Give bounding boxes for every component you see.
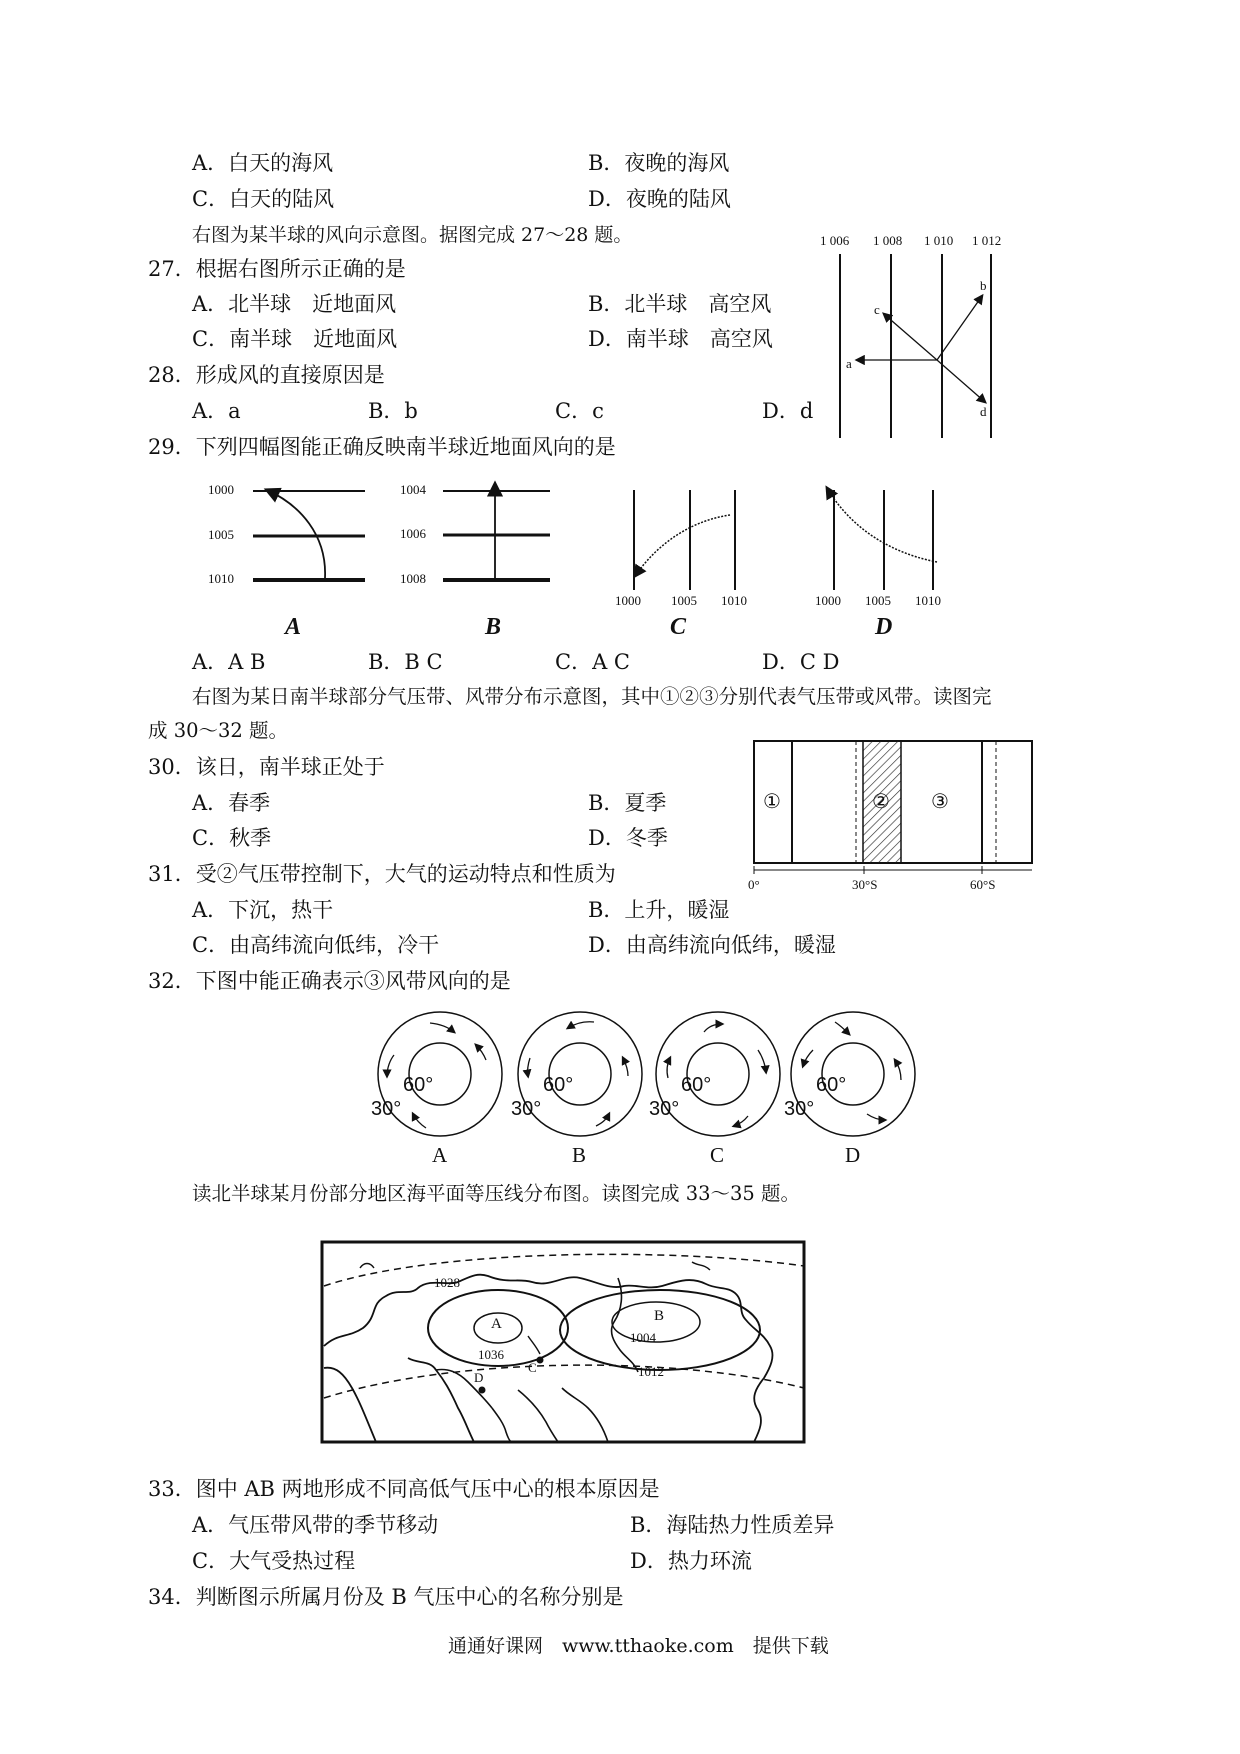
circle-outer-label: 30° bbox=[649, 1098, 680, 1120]
q30-option-d: D．冬季 bbox=[588, 826, 668, 850]
point-d bbox=[479, 1387, 486, 1394]
q33-option-d: D．热力环流 bbox=[630, 1549, 752, 1573]
circle-label-d: D bbox=[845, 1143, 861, 1167]
q26-option-d: D．夜晚的陆风 bbox=[588, 187, 731, 211]
isobar-label: 1000 bbox=[208, 482, 234, 497]
circle-outer-label: 30° bbox=[511, 1098, 542, 1120]
circle-label-c: C bbox=[710, 1143, 725, 1167]
circle-outer-label: 30° bbox=[784, 1098, 815, 1120]
fig29-label-b: B bbox=[485, 614, 502, 640]
isobar-label: 1008 bbox=[400, 571, 426, 586]
q31-option-d: D．由高纬流向低纬，暖湿 bbox=[588, 933, 836, 957]
fig32-circle-b bbox=[510, 1010, 650, 1170]
circle-inner-label: 60° bbox=[403, 1074, 434, 1096]
q27-option-c: C．南半球 近地面风 bbox=[192, 327, 398, 351]
isobar-label-1012: 1 012 bbox=[972, 233, 1002, 248]
fig29-c bbox=[605, 480, 775, 640]
q33-option-b: B．海陆热力性质差异 bbox=[630, 1513, 835, 1537]
map-label-1012: 1012 bbox=[638, 1364, 664, 1379]
q30-option-b: B．夏季 bbox=[588, 791, 667, 815]
q30-option-a: A．春季 bbox=[192, 791, 271, 815]
isobar-label: 1004 bbox=[400, 482, 426, 497]
q31-option-c: C．由高纬流向低纬，冷干 bbox=[192, 933, 440, 957]
q33-stem: 33．图中 AB 两地形成不同高低气压中心的根本原因是 bbox=[148, 1477, 660, 1501]
circle-label-a: A bbox=[432, 1143, 448, 1167]
circle-inner-label: 60° bbox=[681, 1074, 712, 1096]
map-label-d: D bbox=[474, 1370, 484, 1385]
wind-arrow bbox=[635, 515, 730, 576]
page-footer: 通通好课网 www.tthaoke.com 提供下载 bbox=[448, 1635, 829, 1657]
isobar-label: 1006 bbox=[400, 526, 426, 541]
isobar-label: 1005 bbox=[671, 593, 697, 608]
q27-option-a: A．北半球 近地面风 bbox=[192, 292, 397, 316]
q26-option-b: B．夜晚的海风 bbox=[588, 151, 730, 175]
fig29-d bbox=[805, 480, 975, 640]
fig29-label-a: A bbox=[285, 614, 302, 640]
intro-33-35: 读北半球某月份部分地区海平面等压线分布图。读图完成 33～35 题。 bbox=[192, 1182, 801, 1205]
pressure-belt-figure bbox=[748, 738, 1038, 898]
q31-option-b: B．上升，暖湿 bbox=[588, 898, 730, 922]
isobar-label-1006: 1 006 bbox=[820, 233, 850, 248]
map-label-a: A bbox=[491, 1316, 502, 1332]
isobar-label-1008: 1 008 bbox=[873, 233, 903, 248]
isobar-label: 1010 bbox=[915, 593, 941, 608]
q26-option-a: A．白天的海风 bbox=[192, 151, 334, 175]
circle-label-b: B bbox=[572, 1143, 587, 1167]
q27-option-d: D．南半球 高空风 bbox=[588, 327, 773, 351]
q27-stem: 27．根据右图所示正确的是 bbox=[148, 257, 406, 281]
q32-stem: 32．下图中能正确表示③风带风向的是 bbox=[148, 969, 511, 993]
fig29-label-d: D bbox=[875, 614, 893, 640]
q28-option-d: D．d bbox=[762, 399, 814, 423]
isobar-label: 1005 bbox=[208, 527, 234, 542]
map-label-b: B bbox=[654, 1308, 665, 1324]
q30-option-c: C．秋季 bbox=[192, 826, 272, 850]
isobar-label: 1000 bbox=[815, 593, 841, 608]
circle-inner-label: 60° bbox=[816, 1074, 847, 1096]
arrow-label-b: b bbox=[980, 278, 987, 293]
q29-option-b: B．B C bbox=[368, 650, 443, 674]
q29-option-a: A．A B bbox=[192, 650, 266, 674]
arrow-label-a: a bbox=[846, 356, 852, 371]
zone-2-label: ② bbox=[872, 789, 890, 813]
q28-option-b: B．b bbox=[368, 399, 418, 423]
q29-option-d: D．C D bbox=[762, 650, 840, 674]
map-label-1028: 1028 bbox=[434, 1275, 460, 1290]
arrow-b bbox=[937, 296, 982, 360]
fig32-circle-d bbox=[783, 1010, 923, 1170]
isobar-label: 1010 bbox=[721, 593, 747, 608]
intro-27-28: 右图为某半球的风向示意图。据图完成 27～28 题。 bbox=[192, 224, 633, 246]
q34-stem: 34．判断图示所属月份及 B 气压中心的名称分别是 bbox=[148, 1585, 624, 1609]
q28-stem: 28．形成风的直接原因是 bbox=[148, 363, 385, 387]
arrow-label-c: c bbox=[874, 302, 880, 317]
q31-stem: 31．受②气压带控制下，大气的运动特点和性质为 bbox=[148, 862, 616, 886]
fig29-label-c: C bbox=[670, 614, 687, 640]
arrow-label-d: d bbox=[980, 404, 987, 419]
wind-arrow bbox=[267, 490, 325, 578]
fig32-circle-c bbox=[648, 1010, 788, 1170]
q28-option-a: A．a bbox=[192, 399, 241, 423]
zone-3-label: ③ bbox=[931, 789, 949, 813]
wind-arrow bbox=[827, 488, 937, 562]
isobar-map bbox=[318, 1238, 810, 1448]
isobar-label: 1010 bbox=[208, 571, 234, 586]
isobar-label-1010: 1 010 bbox=[924, 233, 954, 248]
q28-option-c: C．c bbox=[555, 399, 604, 423]
circle-inner-label: 60° bbox=[543, 1074, 574, 1096]
isobar-label: 1000 bbox=[615, 593, 641, 608]
q26-option-c: C．白天的陆风 bbox=[192, 187, 335, 211]
map-label-1004: 1004 bbox=[630, 1330, 656, 1345]
map-label-1036: 1036 bbox=[478, 1347, 504, 1362]
fig32-circle-a bbox=[370, 1010, 510, 1170]
circle-outer-label: 30° bbox=[371, 1098, 402, 1120]
tick-0: 0° bbox=[748, 877, 760, 892]
q33-option-a: A．气压带风带的季节移动 bbox=[192, 1513, 439, 1537]
map-label-c: C bbox=[528, 1360, 537, 1375]
isobar-label: 1005 bbox=[865, 593, 891, 608]
q29-stem: 29．下列四幅图能正确反映南半球近地面风向的是 bbox=[148, 435, 616, 459]
q33-option-c: C．大气受热过程 bbox=[192, 1549, 356, 1573]
tick-60s: 60°S bbox=[970, 877, 996, 892]
fig29-b bbox=[395, 480, 565, 640]
wind-direction-figure bbox=[820, 230, 1020, 440]
arrow-d bbox=[937, 360, 985, 402]
q29-option-c: C．A C bbox=[555, 650, 630, 674]
q30-stem: 30．该日，南半球正处于 bbox=[148, 755, 385, 779]
fig29-a bbox=[205, 480, 375, 640]
zone-1-label: ① bbox=[763, 789, 781, 813]
q31-option-a: A．下沉，热干 bbox=[192, 898, 334, 922]
intro-30-32-line2: 成 30～32 题。 bbox=[148, 719, 289, 742]
tick-30s: 30°S bbox=[852, 877, 878, 892]
intro-30-32-line1: 右图为某日南半球部分气压带、风带分布示意图，其中①②③分别代表气压带或风带。读图完 bbox=[192, 685, 992, 708]
point-c bbox=[537, 1357, 544, 1364]
q27-option-b: B．北半球 高空风 bbox=[588, 292, 772, 316]
